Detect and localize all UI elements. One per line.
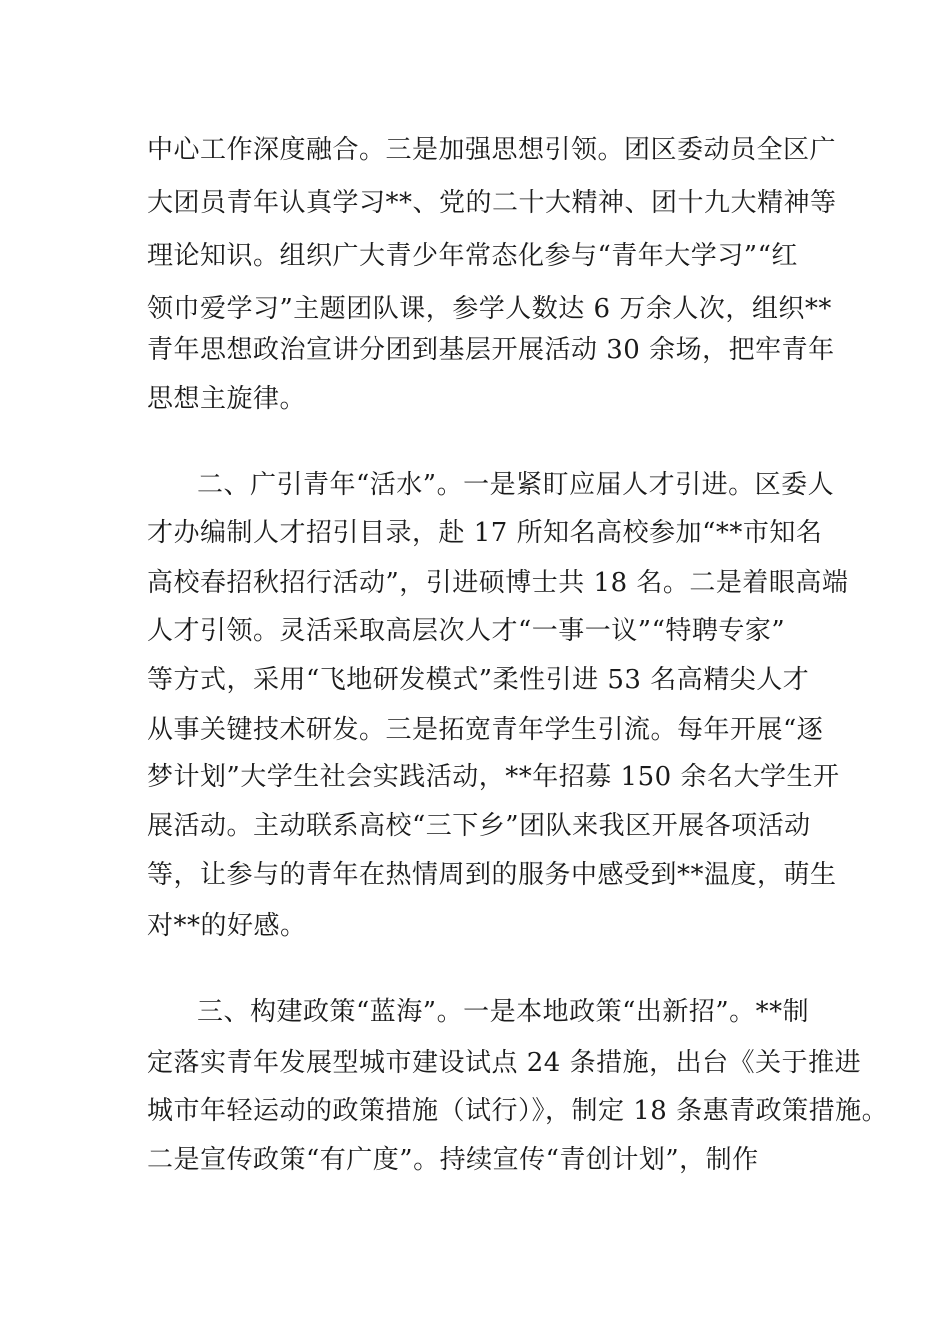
paragraph-2-line-5: 等方式，采用“飞地研发模式”柔性引进 53 名高精尖人才 xyxy=(147,665,810,695)
paragraph-2-line-4: 人才引领。灵活采取高层次人才“一事一议”“特聘专家” xyxy=(147,616,786,646)
paragraph-1-line-2: 大团员青年认真学习**、党的二十大精神、团十九大精神等 xyxy=(147,188,837,218)
paragraph-2-line-3: 高校春招秋招行活动”，引进硕博士共 18 名。二是着眼高端 xyxy=(147,568,849,598)
paragraph-2-line-8: 展活动。主动联系高校“三下乡”团队来我区开展各项活动 xyxy=(147,811,811,841)
paragraph-1-line-4: 领巾爱学习”主题团队课，参学人数达 6 万余人次，组织** xyxy=(147,294,832,324)
paragraph-2-line-10: 对**的好感。 xyxy=(147,911,307,941)
paragraph-1-line-1: 中心工作深度融合。三是加强思想引领。团区委动员全区广 xyxy=(147,135,837,165)
paragraph-2-line-6: 从事关键技术研发。三是拓宽青年学生引流。每年开展“逐 xyxy=(147,715,824,745)
paragraph-2-line-7: 梦计划”大学生社会实践活动，**年招募 150 余名大学生开 xyxy=(147,762,840,792)
paragraph-3-line-4: 二是宣传政策“有广度”。持续宣传“青创计划”，制作 xyxy=(147,1145,759,1175)
paragraph-2-line-9: 等，让参与的青年在热情周到的服务中感受到**温度，萌生 xyxy=(147,860,837,890)
paragraph-3-line-1: 三、构建政策“蓝海”。一是本地政策“出新招”。**制 xyxy=(197,997,810,1027)
paragraph-1-line-5: 青年思想政治宣讲分团到基层开展活动 30 余场，把牢青年 xyxy=(147,335,835,365)
paragraph-1-line-6: 思想主旋律。 xyxy=(147,384,307,414)
paragraph-2-line-1: 二、广引青年“活水”。一是紧盯应届人才引进。区委人 xyxy=(197,470,835,500)
paragraph-3-line-2: 定落实青年发展型城市建设试点 24 条措施，出台《关于推进 xyxy=(147,1048,862,1078)
paragraph-2-line-2: 才办编制人才招引目录，赴 17 所知名高校参加“**市知名 xyxy=(147,518,823,548)
paragraph-1-line-3: 理论知识。组织广大青少年常态化参与“青年大学习”“红 xyxy=(147,241,798,271)
paragraph-3-line-3: 城市年轻运动的政策措施（试行）》，制定 18 条惠青政策措施。 xyxy=(147,1096,889,1126)
